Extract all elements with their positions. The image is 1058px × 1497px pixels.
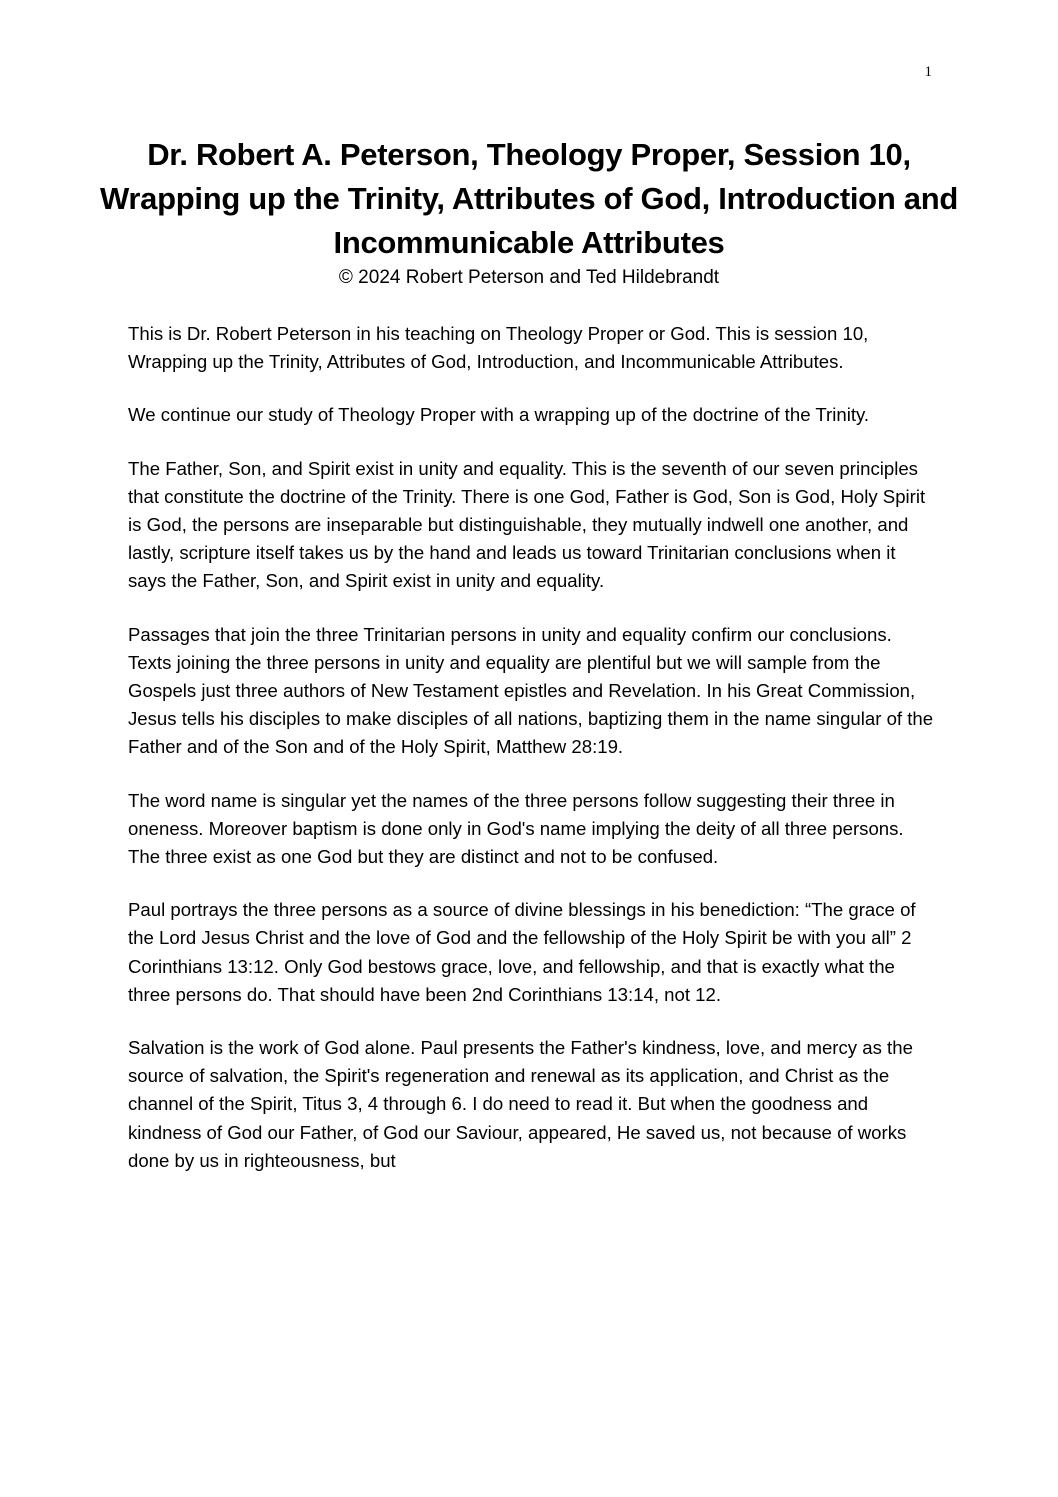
- copyright-line: © 2024 Robert Peterson and Ted Hildebrandt: [338, 267, 720, 288]
- paragraph: This is Dr. Robert Peterson in his teaching on Theology Proper or God. This is session 10, Wrapping up the Trinity, Attributes of God, Introduction, and Incommunicable Attributes.: [128, 323, 869, 373]
- paragraph: The Father, Son, and Spirit exist in unity and equality. This is the seventh of our seven principles that constitute the doctrine of the Trinity. There is one God, Father is God, Son is God, Holy Spirit is God, the persons are inseparable but distinguishable, they mutually indwell one another, and lastly, scripture itself takes us by the hand and leads us toward Trinitarian conclusions when it says the Father, Son, and Spirit exist in unity and equality.: [128, 457, 926, 592]
- document-title: Dr. Robert A. Peterson, Theology Proper, Session 10, Wrapping up the Trinity, Attributes of God, Introduction and Incommunicable Attributes: [100, 137, 958, 260]
- document-header: [100, 133, 958, 291]
- paragraph: The word name is singular yet the names of the three persons follow suggesting their three in oneness. Moreover baptism is done only in God's name implying the deity of all three persons. The three exist as one God but they are distinct and not to be confused.: [128, 789, 904, 868]
- paragraph: Salvation is the work of God alone. Paul presents the Father's kindness, love, and mercy as the source of salvation, the Spirit's regeneration and renewal as its application, and Christ as the channel of the Spirit, Titus 3, 4 through 6. I do need to read it. But when the goodness and kindness of God our Father, of God our Saviour, appeared, He saved us, not because of works done by us in righteousness, but: [128, 1037, 913, 1171]
- page-number: 1: [924, 64, 932, 80]
- paragraph: We continue our study of Theology Proper with a wrapping up of the doctrine of the Trinity.: [128, 404, 870, 426]
- document-body: [128, 320, 938, 1200]
- paragraph: Paul portrays the three persons as a source of divine blessings in his benediction: “The grace of the Lord Jesus Christ and the love of God and the fellowship of the Holy Spirit be with you all” 2 Corinthians 13:12. Only God bestows grace, love, and fellowship, and that is exactly what the three persons do. That should have been 2nd Corinthians 13:14, not 12.: [128, 899, 916, 1005]
- paragraph: Passages that join the three Trinitarian persons in unity and equality confirm our conclusions. Texts joining the three persons in unity and equality are plentiful but we will sample from the Gospels just three authors of New Testament epistles and Revelation. In his Great Commission, Jesus tells his disciples to make disciples of all nations, baptizing them in the name singular of the Father and of the Son and of the Holy Spirit, Matthew 28:19.: [128, 623, 934, 758]
